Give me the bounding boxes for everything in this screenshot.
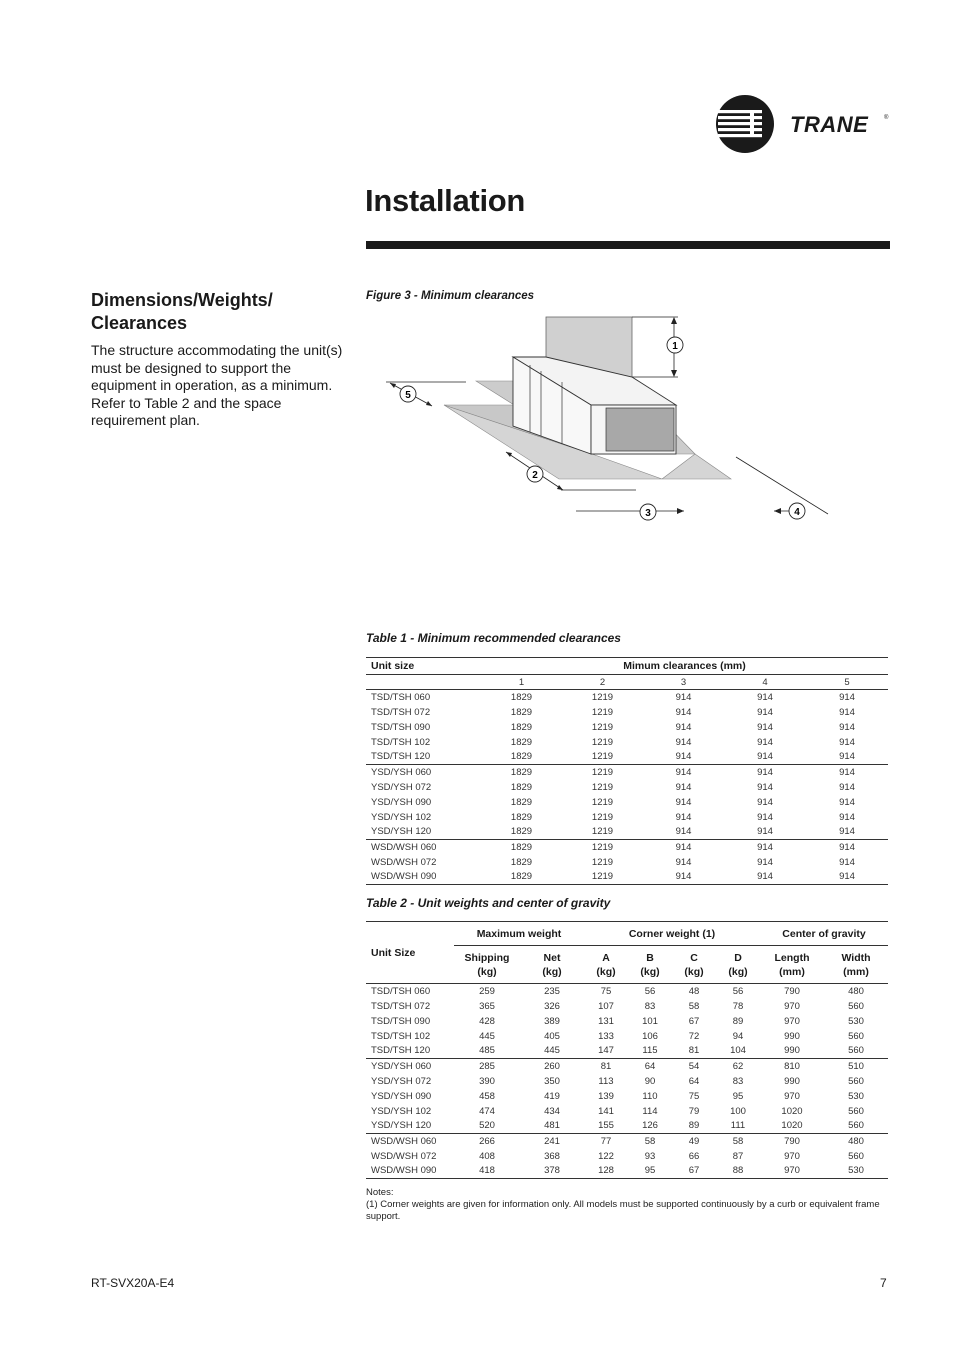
weight-cell: 155 bbox=[584, 1119, 628, 1134]
footer-page-number: 7 bbox=[880, 1276, 887, 1290]
column-name: Shipping bbox=[464, 951, 510, 964]
weight-cell: 970 bbox=[760, 1164, 824, 1179]
table-row bbox=[366, 1149, 888, 1164]
weight-cell: 67 bbox=[688, 1015, 700, 1027]
weight-cell: 72 bbox=[688, 1030, 700, 1042]
table1-header-group: Mimum clearances (mm) bbox=[481, 658, 888, 675]
weight-cell: 260 bbox=[544, 1060, 560, 1072]
weight-cell: 94 bbox=[732, 1030, 744, 1042]
column-name: A bbox=[602, 951, 610, 964]
weight-cell: 408 bbox=[479, 1150, 495, 1162]
weight-cell: 1020 bbox=[760, 1119, 824, 1134]
svg-text:2: 2 bbox=[532, 470, 538, 481]
weight-cell: 990 bbox=[784, 1075, 800, 1087]
clearance-cell: 1829 bbox=[510, 796, 533, 808]
column-unit: (kg) bbox=[640, 965, 660, 978]
clearance-cell: 914 bbox=[839, 691, 855, 703]
clearance-cell: 914 bbox=[675, 811, 692, 823]
clearance-cell: 914 bbox=[839, 811, 855, 823]
weight-cell: 56 bbox=[732, 985, 744, 997]
clearance-cell: 1219 bbox=[591, 766, 614, 778]
clearance-cell: 914 bbox=[839, 736, 855, 748]
table-row bbox=[366, 870, 888, 885]
clearances-table bbox=[366, 657, 888, 885]
clearance-cell: 914 bbox=[757, 781, 773, 793]
column-unit: (kg) bbox=[542, 965, 562, 978]
trane-logo bbox=[714, 93, 894, 155]
table-row bbox=[366, 750, 888, 765]
weight-cell: 107 bbox=[598, 1000, 614, 1012]
unit-size-cell: TSD/TSH 060 bbox=[371, 985, 431, 997]
weight-cell: 266 bbox=[479, 1135, 495, 1147]
weight-cell: 390 bbox=[479, 1075, 495, 1087]
clearance-cell: 1219 bbox=[591, 721, 614, 733]
table-row bbox=[366, 795, 888, 810]
weight-cell: 970 bbox=[784, 1090, 800, 1102]
table2-group-corner-weight: Corner weight (1) bbox=[584, 922, 760, 946]
weight-cell: 474 bbox=[479, 1105, 495, 1117]
table2-col-header bbox=[672, 946, 716, 984]
unit-size-cell: WSD/WSH 090 bbox=[366, 870, 481, 885]
clearance-cell: 914 bbox=[675, 841, 692, 853]
title-rule bbox=[366, 241, 890, 249]
weight-cell: 434 bbox=[544, 1105, 560, 1117]
table-row bbox=[366, 1059, 888, 1074]
table2-col-header bbox=[628, 946, 672, 984]
weight-cell: 480 bbox=[848, 985, 864, 997]
weight-cell: 560 bbox=[848, 1105, 864, 1117]
weight-cell: 990 bbox=[760, 1044, 824, 1059]
clearance-cell: 914 bbox=[806, 825, 888, 840]
table-row bbox=[366, 780, 888, 795]
clearance-cell: 1829 bbox=[510, 811, 533, 823]
column-name: Length bbox=[774, 951, 810, 964]
weight-cell: 560 bbox=[848, 1000, 864, 1012]
table-row bbox=[366, 690, 888, 705]
weight-cell: 560 bbox=[848, 1075, 864, 1087]
weight-cell: 458 bbox=[479, 1090, 495, 1102]
unit-size-cell: YSD/YSH 060 bbox=[371, 1060, 432, 1072]
weight-cell: 133 bbox=[598, 1030, 614, 1042]
column-name: Net bbox=[543, 951, 561, 964]
weight-cell: 970 bbox=[784, 1150, 800, 1162]
unit-size-cell: TSD/TSH 102 bbox=[371, 1030, 431, 1042]
unit-size-cell: TSD/TSH 060 bbox=[371, 691, 431, 703]
table2-header-unit: Unit Size bbox=[366, 922, 454, 984]
weight-cell: 445 bbox=[520, 1044, 584, 1059]
weight-cell: 101 bbox=[642, 1015, 658, 1027]
weight-cell: 560 bbox=[824, 1044, 888, 1059]
weight-cell: 64 bbox=[688, 1075, 700, 1087]
clearance-cell: 1829 bbox=[510, 691, 533, 703]
weight-cell: 970 bbox=[784, 1000, 800, 1012]
weight-cell: 520 bbox=[454, 1119, 520, 1134]
clearance-cell: 1219 bbox=[591, 841, 614, 853]
table-row bbox=[366, 1164, 888, 1179]
clearance-cell: 914 bbox=[643, 825, 724, 840]
callout-5 bbox=[400, 386, 416, 402]
column-name: Width bbox=[841, 951, 871, 964]
weight-cell: 111 bbox=[716, 1119, 760, 1134]
weight-cell: 83 bbox=[644, 1000, 656, 1012]
column-unit: (kg) bbox=[596, 965, 616, 978]
column-unit: (mm) bbox=[843, 965, 869, 978]
weight-cell: 445 bbox=[479, 1030, 495, 1042]
clearance-cell: 914 bbox=[806, 750, 888, 765]
weight-cell: 89 bbox=[672, 1119, 716, 1134]
clearance-figure bbox=[366, 312, 836, 527]
unit-size-cell: YSD/YSH 072 bbox=[371, 1075, 432, 1087]
clearance-cell: 914 bbox=[757, 706, 773, 718]
weight-cell: 58 bbox=[732, 1135, 744, 1147]
clearance-cell: 914 bbox=[724, 825, 806, 840]
clearance-cell: 914 bbox=[839, 841, 855, 853]
clearance-cell: 914 bbox=[643, 870, 724, 885]
weight-cell: 66 bbox=[688, 1150, 700, 1162]
weight-cell: 1020 bbox=[781, 1105, 803, 1117]
weight-cell: 481 bbox=[520, 1119, 584, 1134]
page-title: Installation bbox=[365, 183, 526, 218]
weight-cell: 95 bbox=[628, 1164, 672, 1179]
weight-cell: 62 bbox=[732, 1060, 744, 1072]
weight-cell: 106 bbox=[642, 1030, 658, 1042]
clearance-cell: 914 bbox=[839, 721, 855, 733]
weight-cell: 326 bbox=[544, 1000, 560, 1012]
table-row bbox=[366, 720, 888, 735]
table-row bbox=[366, 999, 888, 1014]
weight-cell: 530 bbox=[824, 1164, 888, 1179]
clearance-cell: 914 bbox=[839, 856, 855, 868]
weight-cell: 241 bbox=[544, 1135, 560, 1147]
unit-size-cell: TSD/TSH 072 bbox=[371, 706, 431, 718]
table-notes bbox=[366, 1187, 888, 1223]
table-row bbox=[366, 1089, 888, 1104]
clearance-cell: 914 bbox=[757, 841, 773, 853]
column-unit: (kg) bbox=[684, 965, 704, 978]
clearance-cell: 1829 bbox=[481, 750, 562, 765]
clearance-cell: 914 bbox=[757, 721, 773, 733]
weight-cell: 90 bbox=[644, 1075, 656, 1087]
clearance-cell: 914 bbox=[839, 766, 855, 778]
column-name: C bbox=[690, 951, 698, 964]
clearance-cell: 914 bbox=[757, 856, 773, 868]
table-row bbox=[366, 765, 888, 780]
clearance-cell: 1219 bbox=[562, 750, 643, 765]
table2-group-max-weight: Maximum weight bbox=[454, 922, 584, 946]
footer-doc-id: RT-SVX20A-E4 bbox=[91, 1276, 175, 1290]
weight-cell: 530 bbox=[848, 1090, 864, 1102]
weight-cell: 485 bbox=[454, 1044, 520, 1059]
unit-size-cell: YSD/YSH 090 bbox=[371, 1090, 432, 1102]
table-row bbox=[366, 1074, 888, 1089]
clearance-cell: 914 bbox=[675, 691, 692, 703]
table1-col-number: 2 bbox=[562, 675, 643, 690]
weight-cell: 110 bbox=[642, 1090, 658, 1102]
weight-cell: 126 bbox=[628, 1119, 672, 1134]
weight-cell: 235 bbox=[544, 985, 560, 997]
weight-cell: 365 bbox=[479, 1000, 495, 1012]
weight-cell: 141 bbox=[598, 1105, 614, 1117]
unit-size-cell: TSD/TSH 072 bbox=[371, 1000, 431, 1012]
column-unit: (mm) bbox=[779, 965, 805, 978]
table-row bbox=[366, 1104, 888, 1119]
weight-cell: 56 bbox=[644, 985, 656, 997]
weight-cell: 113 bbox=[598, 1075, 614, 1087]
clearance-cell: 914 bbox=[757, 796, 773, 808]
table-row bbox=[366, 1044, 888, 1059]
section-heading: Dimensions/Weights/ Clearances bbox=[91, 290, 273, 333]
clearance-cell: 1829 bbox=[510, 841, 533, 853]
weight-cell: 368 bbox=[544, 1150, 560, 1162]
svg-text:3: 3 bbox=[645, 508, 651, 519]
weight-cell: 83 bbox=[732, 1075, 744, 1087]
clearance-cell: 1829 bbox=[481, 870, 562, 885]
weight-cell: 990 bbox=[784, 1030, 800, 1042]
table2-col-header bbox=[716, 946, 760, 984]
unit-size-cell: YSD/YSH 102 bbox=[371, 1105, 432, 1117]
unit-size-cell: YSD/YSH 102 bbox=[371, 811, 432, 823]
weight-cell: 147 bbox=[584, 1044, 628, 1059]
unit-size-cell: TSD/TSH 090 bbox=[371, 1015, 431, 1027]
intro-paragraph: The structure accommodating the unit(s) must be designed to support the equipment in operation, as a minimum. Refer to Table 2 and the space requirement plan. bbox=[91, 342, 343, 428]
clearance-cell: 914 bbox=[675, 781, 692, 793]
table-row bbox=[366, 1119, 888, 1134]
notes-label: Notes: bbox=[366, 1187, 394, 1198]
weight-cell: 560 bbox=[848, 1150, 864, 1162]
clearance-cell: 1829 bbox=[510, 856, 533, 868]
clearance-cell: 1219 bbox=[591, 781, 614, 793]
weight-cell: 790 bbox=[784, 985, 800, 997]
clearance-cell: 914 bbox=[806, 870, 888, 885]
unit-size-cell: WSD/WSH 072 bbox=[371, 1150, 437, 1162]
table2-col-header bbox=[584, 946, 628, 984]
unit-size-cell: WSD/WSH 072 bbox=[371, 856, 437, 868]
unit-coil-panel bbox=[606, 408, 674, 451]
table-row bbox=[366, 705, 888, 720]
table1-col-number: 5 bbox=[806, 675, 888, 690]
clearance-cell: 1829 bbox=[510, 766, 533, 778]
weight-cell: 75 bbox=[688, 1090, 700, 1102]
weight-cell: 95 bbox=[732, 1090, 744, 1102]
clearance-cell: 914 bbox=[675, 856, 692, 868]
table2-col-header bbox=[760, 946, 824, 984]
clearance-cell: 914 bbox=[675, 721, 692, 733]
weight-cell: 114 bbox=[642, 1105, 658, 1117]
clearance-cell: 914 bbox=[757, 691, 773, 703]
weight-cell: 75 bbox=[600, 985, 612, 997]
weight-cell: 378 bbox=[520, 1164, 584, 1179]
unit-size-cell: TSD/TSH 120 bbox=[366, 750, 481, 765]
weight-cell: 530 bbox=[848, 1015, 864, 1027]
table-row bbox=[366, 840, 888, 855]
table2-col-header bbox=[454, 946, 520, 984]
column-unit: (kg) bbox=[477, 965, 497, 978]
weight-cell: 259 bbox=[479, 985, 495, 997]
weight-cell: 139 bbox=[598, 1090, 614, 1102]
table1-col-number: 1 bbox=[481, 675, 562, 690]
table2-col-header bbox=[824, 946, 888, 984]
clearance-cell: 1219 bbox=[591, 736, 614, 748]
clearance-cell: 914 bbox=[675, 736, 692, 748]
table1-col-number: 4 bbox=[724, 675, 806, 690]
unit-size-cell: TSD/TSH 090 bbox=[371, 721, 431, 733]
table-row bbox=[366, 984, 888, 999]
weight-cell: 88 bbox=[716, 1164, 760, 1179]
callout-1 bbox=[667, 337, 683, 353]
svg-text:4: 4 bbox=[794, 507, 800, 518]
clearance-cell: 1829 bbox=[510, 781, 533, 793]
weight-cell: 67 bbox=[672, 1164, 716, 1179]
clearance-cell: 1219 bbox=[591, 706, 614, 718]
weight-cell: 131 bbox=[598, 1015, 614, 1027]
weights-table bbox=[366, 921, 888, 1179]
weight-cell: 54 bbox=[688, 1060, 700, 1072]
clearance-cell: 914 bbox=[643, 750, 724, 765]
table-row bbox=[366, 810, 888, 825]
table1-header-unit: Unit size bbox=[366, 658, 481, 675]
clearance-cell: 1829 bbox=[510, 736, 533, 748]
weight-cell: 970 bbox=[784, 1015, 800, 1027]
unit-size-cell: YSD/YSH 120 bbox=[366, 825, 481, 840]
weight-cell: 389 bbox=[544, 1015, 560, 1027]
svg-text:1: 1 bbox=[672, 341, 678, 352]
clearance-cell: 914 bbox=[757, 736, 773, 748]
callout-2 bbox=[527, 466, 543, 482]
clearance-cell: 1829 bbox=[481, 825, 562, 840]
clearance-cell: 1219 bbox=[591, 811, 614, 823]
weight-cell: 790 bbox=[784, 1135, 800, 1147]
column-name: B bbox=[646, 951, 654, 964]
weight-cell: 81 bbox=[672, 1044, 716, 1059]
weight-cell: 87 bbox=[732, 1150, 744, 1162]
weight-cell: 89 bbox=[732, 1015, 744, 1027]
table2-group-center-gravity: Center of gravity bbox=[760, 922, 888, 946]
table-row bbox=[366, 1134, 888, 1149]
clearance-cell: 1219 bbox=[591, 856, 614, 868]
clearance-cell: 914 bbox=[757, 811, 773, 823]
weight-cell: 560 bbox=[824, 1119, 888, 1134]
unit-size-cell: YSD/YSH 120 bbox=[366, 1119, 454, 1134]
clearance-cell: 1219 bbox=[562, 870, 643, 885]
svg-text:5: 5 bbox=[405, 390, 411, 401]
weight-cell: 104 bbox=[716, 1044, 760, 1059]
table-row bbox=[366, 825, 888, 840]
brand-wordmark: TRANE bbox=[790, 112, 869, 137]
weight-cell: 64 bbox=[644, 1060, 656, 1072]
unit-size-cell: YSD/YSH 072 bbox=[371, 781, 432, 793]
column-name: D bbox=[734, 951, 742, 964]
weight-cell: 428 bbox=[479, 1015, 495, 1027]
weight-cell: 58 bbox=[644, 1135, 656, 1147]
clearance-cell: 914 bbox=[839, 796, 855, 808]
svg-text:®: ® bbox=[884, 115, 889, 121]
table2-caption: Table 2 - Unit weights and center of gravity bbox=[366, 896, 611, 910]
clearance-cell: 1829 bbox=[510, 706, 533, 718]
weight-cell: 405 bbox=[544, 1030, 560, 1042]
table2-col-header bbox=[520, 946, 584, 984]
unit-size-cell: WSD/WSH 060 bbox=[371, 841, 437, 853]
clearance-cell: 914 bbox=[675, 706, 692, 718]
clearance-cell: 914 bbox=[839, 706, 855, 718]
clearance-cell: 914 bbox=[675, 766, 692, 778]
weight-cell: 128 bbox=[584, 1164, 628, 1179]
weight-cell: 560 bbox=[848, 1030, 864, 1042]
callout-4 bbox=[789, 503, 805, 519]
clearance-cell: 914 bbox=[839, 781, 855, 793]
column-unit: (kg) bbox=[728, 965, 748, 978]
figure-caption: Figure 3 - Minimum clearances bbox=[366, 290, 535, 302]
weight-cell: 285 bbox=[479, 1060, 495, 1072]
clearance-cell: 1829 bbox=[510, 721, 533, 733]
table-row bbox=[366, 735, 888, 750]
clearance-cell: 1219 bbox=[562, 825, 643, 840]
clearance-cell: 1219 bbox=[591, 691, 614, 703]
clearance-cell: 1219 bbox=[591, 796, 614, 808]
weight-cell: 115 bbox=[628, 1044, 672, 1059]
table-row bbox=[366, 1014, 888, 1029]
clearance-cell: 914 bbox=[757, 766, 773, 778]
weight-cell: 480 bbox=[848, 1135, 864, 1147]
table1-col-number: 3 bbox=[643, 675, 724, 690]
table-row bbox=[366, 855, 888, 870]
weight-cell: 79 bbox=[688, 1105, 700, 1117]
clearance-cell: 914 bbox=[675, 796, 692, 808]
unit-size-cell: YSD/YSH 090 bbox=[371, 796, 432, 808]
weight-cell: 49 bbox=[688, 1135, 700, 1147]
unit-size-cell: WSD/WSH 060 bbox=[371, 1135, 437, 1147]
table1-caption: Table 1 - Minimum recommended clearances bbox=[366, 631, 621, 645]
unit-size-cell: YSD/YSH 060 bbox=[371, 766, 432, 778]
weight-cell: 510 bbox=[848, 1060, 864, 1072]
weight-cell: 122 bbox=[598, 1150, 614, 1162]
unit-size-cell: TSD/TSH 102 bbox=[371, 736, 431, 748]
callout-3 bbox=[640, 504, 656, 520]
weight-cell: 78 bbox=[732, 1000, 744, 1012]
clearance-cell: 914 bbox=[724, 870, 806, 885]
clearance-cell: 914 bbox=[724, 750, 806, 765]
notes-text: (1) Corner weights are given for information only. All models must be supported continuously by a curb or equivalent frame support. bbox=[366, 1199, 880, 1222]
weight-cell: 48 bbox=[688, 985, 700, 997]
weight-cell: 81 bbox=[600, 1060, 612, 1072]
table-row bbox=[366, 1029, 888, 1044]
unit-size-cell: WSD/WSH 090 bbox=[366, 1164, 454, 1179]
weight-cell: 418 bbox=[454, 1164, 520, 1179]
weight-cell: 100 bbox=[730, 1105, 746, 1117]
weight-cell: 419 bbox=[544, 1090, 560, 1102]
weight-cell: 93 bbox=[644, 1150, 656, 1162]
weight-cell: 77 bbox=[600, 1135, 612, 1147]
weight-cell: 350 bbox=[544, 1075, 560, 1087]
weight-cell: 58 bbox=[688, 1000, 700, 1012]
weight-cell: 810 bbox=[784, 1060, 800, 1072]
unit-size-cell: TSD/TSH 120 bbox=[366, 1044, 454, 1059]
